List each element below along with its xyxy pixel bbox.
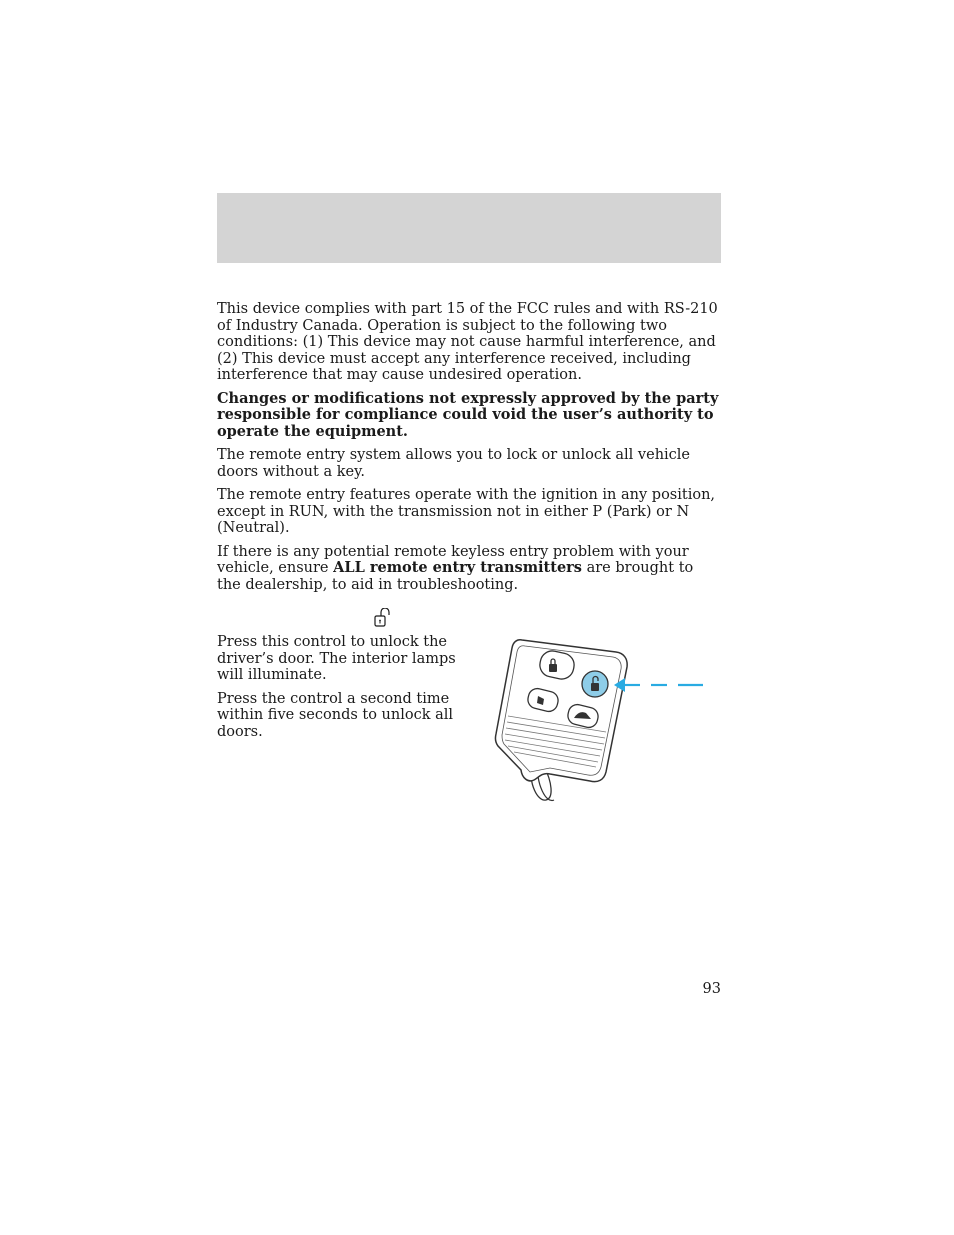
fcc-paragraph: This device complies with part 15 of the FCC rules and with RS-210 of Industry Canada. Operation is subject to the following two conditions: (1) This device may not cause harmful interference, and (2) This device must accept any interference received, including interference that may cause undesired operation. (217, 301, 718, 383)
troubleshooting-paragraph (217, 544, 721, 594)
remote-entry-features: The remote entry features operate with the ignition in any position, except in RUN, with the transmission not in either P (Park) or N (Neutral). (217, 487, 716, 536)
page-number: 93 (702, 981, 721, 997)
unlock-press-twice: Press the control a second time within five seconds to unlock all doors. (217, 690, 454, 740)
unlock-press-once: Press this control to unlock the driver’s door. The interior lamps will illuminate. (217, 634, 456, 683)
header-band (217, 193, 721, 263)
troubleshooting-text-bold: ALL remote entry transmitters (333, 559, 582, 576)
page-content (217, 301, 721, 600)
troubleshooting-text-before: If there is any potential remote keyless entry problem with your vehicle, ensure (217, 543, 689, 576)
remote-key-fob-icon (494, 634, 709, 804)
changes-warning: Changes or modifications not expressly approved by the party responsible for compliance could void the user’s authority to operate the equipment. (217, 389, 719, 440)
unlock-padlock-icon (372, 608, 390, 628)
unlock-instructions (217, 634, 479, 747)
troubleshooting-text-after: are brought to the dealership, to aid in troubleshooting. (217, 560, 694, 593)
remote-entry-intro: The remote entry system allows you to lock or unlock all vehicle doors without a key. (217, 447, 691, 480)
